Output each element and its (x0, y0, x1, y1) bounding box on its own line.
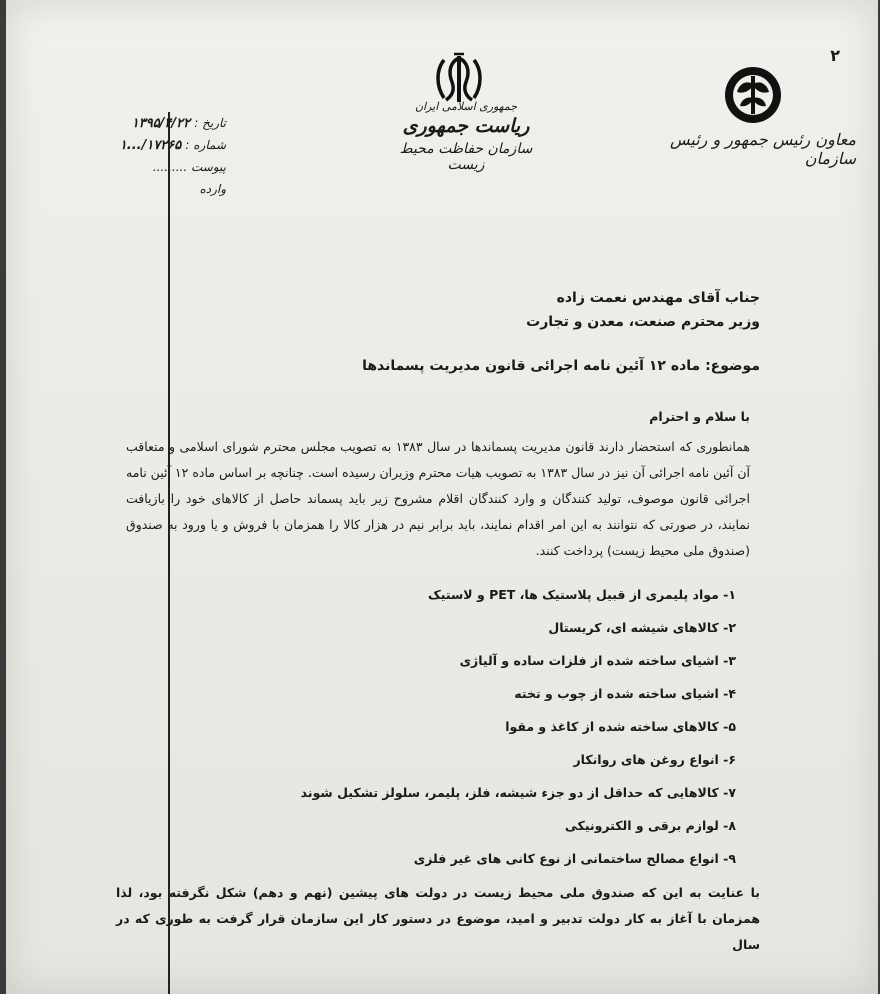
recipient-name: جناب آقای مهندس نعمت زاده (556, 290, 760, 306)
subject-line: موضوع: ماده ۱۲ آئین نامه اجرائی قانون مدیریت پسماندها (362, 358, 760, 374)
attachment-row (76, 156, 226, 178)
attachment-label: پیوست ......... (152, 160, 226, 174)
page-number-mark: ۲ (830, 46, 840, 65)
list-item: ۳- اشیای ساخته شده از فلزات ساده و آلیاژی (459, 653, 736, 668)
list-item: ۲- کالاهای شیشه ای، کریستال (548, 620, 736, 635)
body-paragraph: همانطوری که استحضار دارند قانون مدیریت پسماندها در سال ۱۳۸۳ به تصویب مجلس محترم شورای اسلامی و متعاقب آن آئین نامه اجرائی آن نیز در سال ۱۳۸۳ به تصویب هیات محترم وزیران رسیده است. چنانچه بر اساس ماده ۱۲ آئین نامه اجرائی قانون موصوف، تولید کنندگان و وارد کنندگان اقلام مشروح زیر باید پسماند حاصل از کالاهای خود را بازیافت نمایند، در صورتی که نتوانند به این امر اقدام نمایند، باید برابر نیم در هزار کالا را همزمان با فروش و یا ورود به صندوق (صندوق ملی محیط زیست) پرداخت کنند. (126, 439, 750, 558)
closing-paragraph (116, 880, 760, 958)
item-list (176, 578, 736, 875)
number-value: ۱۷۲۶۵/...۱ (119, 138, 182, 153)
list-item: ۹- انواع مصالح ساختمانی از نوع کانی های غیر فلزی (413, 851, 736, 866)
list-item: ۸- لوازم برقی و الکترونیکی (564, 818, 736, 833)
leaf-logo-icon (722, 64, 784, 126)
number-row (76, 134, 226, 156)
list-item: ۷- کالاهایی که حداقل از دو جزء شیشه، فلز، پلیمر، سلولز تشکیل شوند (300, 785, 736, 800)
letter-page (6, 0, 878, 994)
number-label: شماره : (185, 138, 226, 152)
letter-body (126, 404, 750, 564)
list-item: ۴- اشیای ساخته شده از چوب و تخته (514, 686, 736, 701)
incoming-label: وارده (199, 182, 226, 196)
organization-name: سازمان حفاظت محیط زیست (399, 141, 533, 173)
doe-logo (722, 64, 784, 126)
presidency-title: ریاست جمهوری (402, 115, 530, 137)
list-item: ۶- انواع روغن های روانکار (573, 752, 736, 767)
date-value: ۱۳۹۵/۴/۲۲ (131, 116, 191, 131)
recipient-title: وزیر محترم صنعت، معدن و تجارت (526, 314, 760, 330)
country-name: جمهوری اسلامی ایران (414, 100, 518, 113)
incoming-row (76, 178, 226, 200)
closing-text: با عنایت به این که صندوق ملی محیط زیست در دولت های پیشین (نهم و دهم) شکل نگرفته بود، لذا همزمان با آغاز به کار دولت تدبیر و امید، موضوع در دستور کار این سازمان قرار گرفت به طوری که در سال (116, 885, 760, 952)
recipient-block (526, 286, 760, 334)
center-header (391, 100, 541, 173)
date-row (76, 112, 226, 134)
org-signature-line: معاون رئیس جمهور و رئیس سازمان (669, 130, 856, 168)
greeting: با سلام و احترام (649, 409, 750, 424)
letter-meta (76, 112, 226, 200)
date-label: تاریخ : (194, 116, 226, 130)
list-item: ۵- کالاهای ساخته شده از کاغذ و مقوا (505, 719, 736, 734)
list-item: ۱- مواد پلیمری از قبیل پلاستیک ها، PET و لاستیک (427, 587, 736, 602)
